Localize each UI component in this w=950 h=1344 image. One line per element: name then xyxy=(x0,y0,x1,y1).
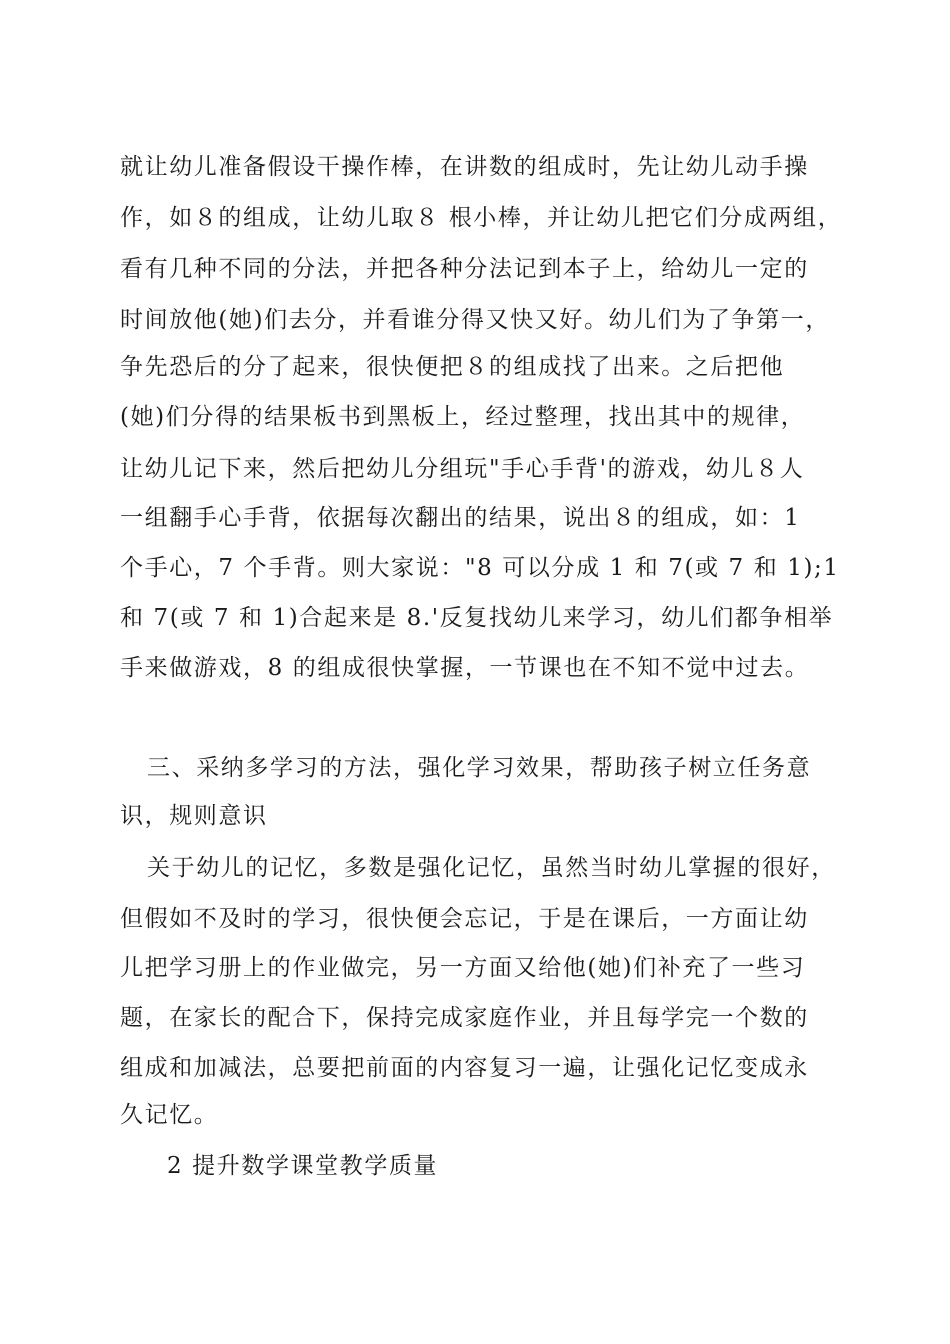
paragraph-line: 久记忆。 xyxy=(120,1102,219,1128)
paragraph-line: 让幼儿记下来，然后把幼儿分组玩"手心手背'的游戏，幼儿８人 xyxy=(120,456,805,482)
section-heading-line: 三、采纳多学习的方法，强化学习效果，帮助孩子树立任务意 xyxy=(147,755,812,781)
paragraph-line: 就让幼儿准备假设干操作棒，在讲数的组成时，先让幼儿动手操 xyxy=(120,154,809,180)
paragraph-line: 一组翻手心手背，依据每次翻出的结果，说出８的组成，如：1 xyxy=(120,505,801,531)
paragraph-line: 但假如不及时的学习，很快便会忘记，于是在课后，一方面让幼 xyxy=(120,906,809,932)
paragraph-line: 作，如８的组成，让幼儿取８ 根小棒，并让幼儿把它们分成两组， xyxy=(120,205,843,231)
paragraph-line: 关于幼儿的记忆，多数是强化记忆，虽然当时幼儿掌握的很好， xyxy=(147,855,836,881)
paragraph-line: 个手心，7 个手背。则大家说："8 可以分成 1 和 7(或 7 和 1);1 xyxy=(120,555,840,581)
paragraph-line: 手来做游戏，8 的组成很快掌握，一节课也在不知不觉中过去。 xyxy=(120,655,810,681)
section-title: 2 提升数学课堂教学质量 xyxy=(167,1153,439,1179)
paragraph-line: 组成和加减法，总要把前面的内容复习一遍，让强化记忆变成永 xyxy=(120,1055,809,1081)
paragraph-line: (她)们分得的结果板书到黑板上，经过整理，找出其中的规律， xyxy=(120,404,806,430)
paragraph-line: 题，在家长的配合下，保持完成家庭作业，并且每学完一个数的 xyxy=(120,1005,809,1031)
paragraph-line: 争先恐后的分了起来，很快便把８的组成找了出来。之后把他 xyxy=(120,354,785,380)
paragraph-line: 儿把学习册上的作业做完，另一方面又给他(她)们补充了一些习 xyxy=(120,955,806,981)
paragraph-line: 时间放他(她)们去分，并看谁分得又快又好。幼儿们为了争第一， xyxy=(120,307,830,333)
paragraph-line: 看有几种不同的分法，并把各种分法记到本子上，给幼儿一定的 xyxy=(120,256,809,282)
section-heading-line: 识，规则意识 xyxy=(120,803,268,829)
paragraph-line: 和 7(或 7 和 1)合起来是 8.'反复找幼儿来学习，幼儿们都争相举 xyxy=(120,605,834,631)
